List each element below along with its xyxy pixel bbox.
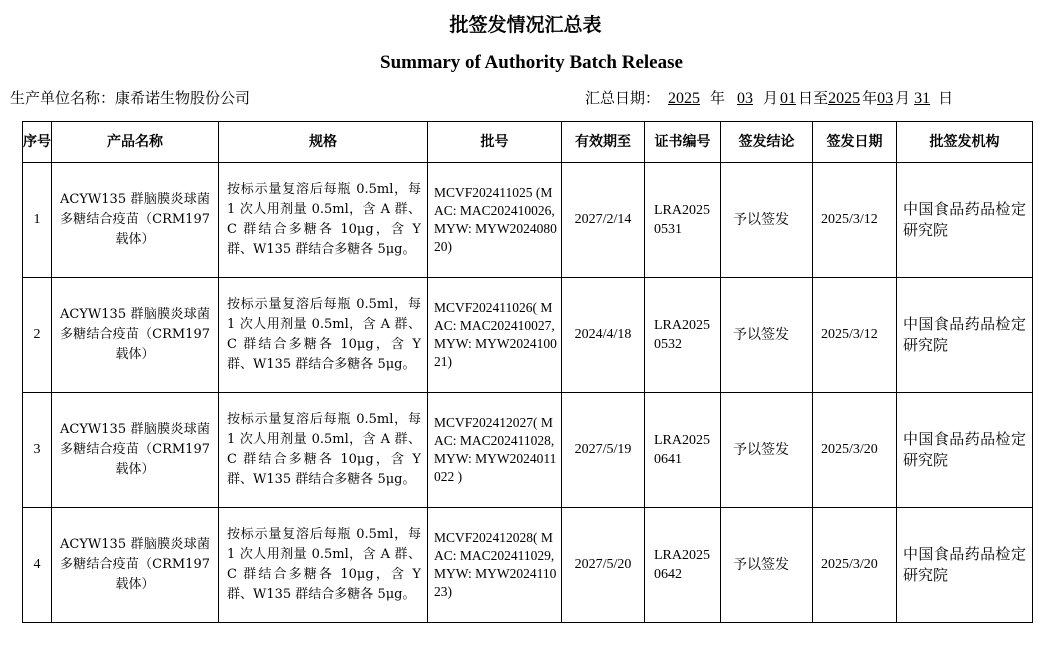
cell-conclusion: 予以签发: [721, 393, 813, 508]
cell-cert: LRA20250532: [645, 278, 721, 393]
cell-no: 2: [23, 278, 52, 393]
cell-org: 中国食品药品检定研究院: [897, 163, 1033, 278]
cell-conclusion: 予以签发: [721, 163, 813, 278]
cell-org: 中国食品药品检定研究院: [897, 393, 1033, 508]
col-header-org: 批签发机构: [897, 122, 1033, 163]
start-day: 01: [780, 90, 797, 107]
table-header-row: [23, 122, 1033, 163]
cell-lot: MCVF202411026( MAC: MAC202410027, MYW: MYW202410021): [428, 278, 562, 393]
end-month: 03: [877, 90, 894, 107]
end-day: 31: [914, 90, 931, 107]
cell-cert: LRA20250642: [645, 508, 721, 623]
col-header-no: 序号: [23, 122, 52, 163]
cell-conclusion: 予以签发: [721, 278, 813, 393]
summary-period-line: [585, 87, 953, 108]
cell-product: ACYW135 群脑膜炎球菌多糖结合疫苗（CRM197 载体）: [52, 278, 219, 393]
cell-org: 中国食品药品检定研究院: [897, 278, 1033, 393]
col-header-product: 产品名称: [52, 122, 219, 163]
cell-spec: 按标示量复溶后每瓶 0.5ml，每 1 次人用剂量 0.5ml，含 A 群、C 群结合多糖各 10μg，含 Y 群、W135 群结合多糖各 5μg。: [219, 393, 428, 508]
end-year: 2025: [828, 90, 861, 107]
cell-no: 4: [23, 508, 52, 623]
document-title-cn: 批签发情况汇总表: [449, 14, 602, 36]
batch-release-table: [22, 121, 1033, 623]
manufacturer-line: [10, 87, 250, 108]
table-row: [23, 163, 1033, 278]
table-row: [23, 393, 1033, 508]
month-char: 月: [895, 89, 911, 107]
cell-expiry: 2027/2/14: [562, 163, 645, 278]
cell-product: ACYW135 群脑膜炎球菌多糖结合疫苗（CRM197 载体）: [52, 393, 219, 508]
col-header-conclusion: 签发结论: [721, 122, 813, 163]
year-char: 年: [710, 89, 726, 107]
cell-date: 2025/3/12: [813, 163, 897, 278]
manufacturer-label: 生产单位名称：: [10, 89, 116, 107]
table-row: [23, 508, 1033, 623]
month-char: 月: [763, 89, 779, 107]
cell-spec: 按标示量复溶后每瓶 0.5ml，每 1 次人用剂量 0.5ml，含 A 群、C 群结合多糖各 10μg，含 Y 群、W135 群结合多糖各 5μg。: [219, 508, 428, 623]
cell-date: 2025/3/20: [813, 393, 897, 508]
cell-expiry: 2027/5/19: [562, 393, 645, 508]
day-char: 日: [798, 89, 814, 107]
cell-lot: MCVF202412027( MAC: MAC202411028, MYW: MYW2024011022 ): [428, 393, 562, 508]
start-month: 03: [737, 90, 754, 107]
cell-cert: LRA20250641: [645, 393, 721, 508]
to-char: 至: [813, 89, 829, 107]
cell-cert: LRA20250531: [645, 163, 721, 278]
col-header-spec: 规格: [219, 122, 428, 163]
cell-date: 2025/3/12: [813, 278, 897, 393]
cell-product: ACYW135 群脑膜炎球菌多糖结合疫苗（CRM197 载体）: [52, 163, 219, 278]
cell-expiry: 2024/4/18: [562, 278, 645, 393]
col-header-cert: 证书编号: [645, 122, 721, 163]
table-row: [23, 278, 1033, 393]
cell-lot: MCVF202411025 (MAC: MAC202410026, MYW: MYW202408020): [428, 163, 562, 278]
start-year: 2025: [668, 90, 701, 107]
cell-no: 1: [23, 163, 52, 278]
period-label: 汇总日期：: [585, 89, 661, 107]
cell-lot: MCVF202412028( MAC: MAC202411029, MYW: MYW202411023): [428, 508, 562, 623]
day-char: 日: [938, 89, 954, 107]
cell-conclusion: 予以签发: [721, 508, 813, 623]
col-header-date: 签发日期: [813, 122, 897, 163]
document-title-en: Summary of Authority Batch Release: [380, 52, 683, 73]
cell-no: 3: [23, 393, 52, 508]
cell-expiry: 2027/5/20: [562, 508, 645, 623]
cell-spec: 按标示量复溶后每瓶 0.5ml，每 1 次人用剂量 0.5ml，含 A 群、C 群结合多糖各 10μg，含 Y 群、W135 群结合多糖各 5μg。: [219, 163, 428, 278]
cell-date: 2025/3/20: [813, 508, 897, 623]
year-char: 年: [862, 89, 878, 107]
cell-spec: 按标示量复溶后每瓶 0.5ml，每 1 次人用剂量 0.5ml，含 A 群、C 群结合多糖各 10μg，含 Y 群、W135 群结合多糖各 5μg。: [219, 278, 428, 393]
manufacturer-value: 康希诺生物股份公司: [115, 89, 251, 107]
cell-org: 中国食品药品检定研究院: [897, 508, 1033, 623]
col-header-lot: 批号: [428, 122, 562, 163]
col-header-expiry: 有效期至: [562, 122, 645, 163]
cell-product: ACYW135 群脑膜炎球菌多糖结合疫苗（CRM197 载体）: [52, 508, 219, 623]
